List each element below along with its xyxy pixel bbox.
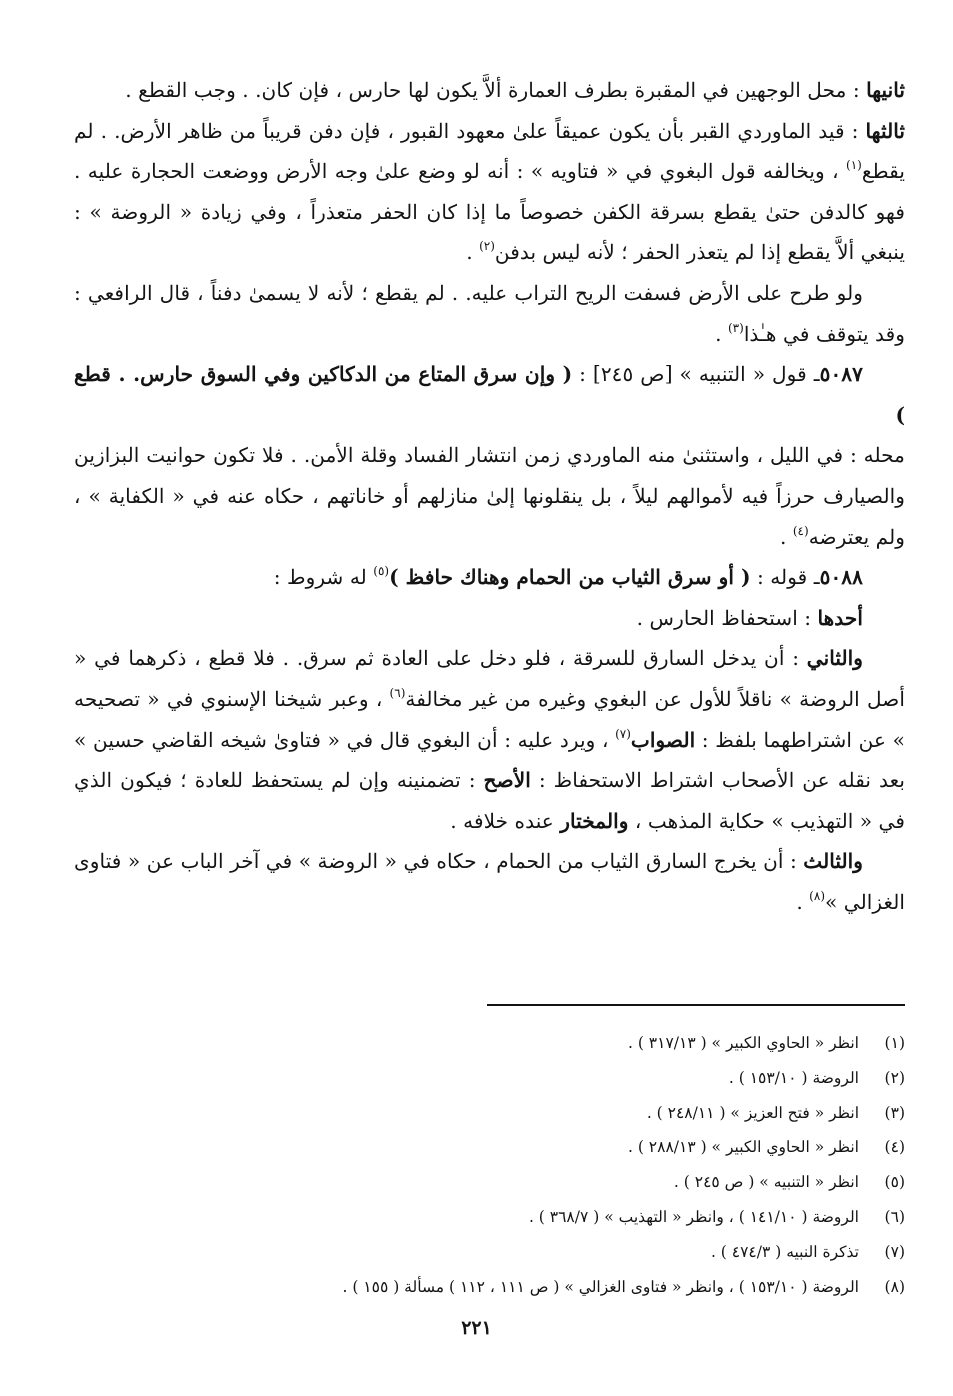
paragraph-wind-dust <box>74 273 905 354</box>
footnote-ref[interactable]: (٧) <box>615 726 631 741</box>
paragraph-shops <box>74 435 905 557</box>
quoted-matn: ( وإن سرق المتاع من الدكاكين وفي السوق حارس. . قطع ) <box>74 362 905 427</box>
main-text <box>74 70 905 922</box>
bold-term: الأصح <box>483 768 531 793</box>
footnote-separator <box>487 1004 905 1006</box>
footnote-text: تذكرة النبيه ( ٤٧٤/٣ ) . <box>710 1242 859 1261</box>
footnote <box>60 1165 905 1200</box>
footnote <box>60 1026 905 1061</box>
run-label: ثالثها <box>865 118 905 143</box>
footnotes <box>60 1026 905 1304</box>
paragraph-third-condition-bath <box>74 841 905 922</box>
footnote <box>60 1270 905 1305</box>
run-text: . <box>715 321 728 346</box>
issue-number: ٥٠٨٧ <box>819 362 863 387</box>
footnote-number: (٦) <box>884 1207 905 1226</box>
run-text: . <box>796 889 810 914</box>
footnote-text: انظر « الحاوي الكبير » ( ٣١٧/١٣ ) . <box>627 1034 859 1052</box>
footnote <box>60 1096 905 1131</box>
footnote-ref[interactable]: (٢) <box>479 239 495 254</box>
paragraph-third-condition <box>74 111 905 273</box>
paragraph-second-condition <box>74 70 905 111</box>
footnote-number: (٤) <box>884 1138 905 1157</box>
paragraph-first-condition <box>74 598 905 639</box>
run-text: ـ قوله : <box>750 565 820 590</box>
footnote-text: انظر « فتح العزيز » ( ٢٤٨/١١ ) . <box>646 1103 859 1122</box>
run-text: : أن يدخل السارق للسرقة ، فلو دخل على العادة ثم سرق. . فلا قطع ، ذكرهما في « أصل الروضة » ناقلاً للأول عن البغوي وغيره من غير مخالفة <box>74 646 905 711</box>
run-label: والثالث <box>803 849 863 874</box>
paragraph-issue-5088 <box>74 557 905 598</box>
quoted-matn: ( أو سرق الثياب من الحمام وهناك حافظ ) <box>389 565 751 590</box>
run-text: محله : في الليل ، واستثنىٰ منه الماوردي زمن انتشار الفساد وقلة الأمن. . فلا تكون حوانيت البزازين والصيارف حرزاً فيه لأموالهم ليلاً ، بل ينقلونها إلىٰ منازلهم أو خاناتهم ، حكاه عنه في « الكفاية » ، ولم يعترضه <box>74 443 905 549</box>
run-text: : تضمنينه وإن لم يستحفظ للعادة ؛ فيكون الذي في « التهذيب » حكاية المذهب ، <box>74 768 905 833</box>
footnote-text: الروضة ( ١٤١/١٠ ) ، وانظر « التهذيب » ( ٣٦٨/٧ ) . <box>528 1207 859 1226</box>
run-text: : استحفاظ الحارس . <box>636 605 818 630</box>
run-text: له شروط : <box>273 565 374 590</box>
footnote-text: انظر « الحاوي الكبير » ( ٢٨٨/١٣ ) . <box>627 1138 859 1157</box>
run-text: : قيد الماوردي القبر بأن يكون عميقاً علىٰ معهود القبور ، فإن دفن قريباً من ظاهر الأرض. . لم يقطع <box>74 118 905 184</box>
footnote-number: (٨) <box>884 1277 905 1296</box>
footnote-ref[interactable]: (٦) <box>389 685 406 700</box>
page-number: ٢٢١ <box>461 1317 492 1339</box>
run-text: : أن يخرج السارق الثياب من الحمام ، حكاه في « الروضة » في آخر الباب عن « فتاوى الغزالي » <box>74 849 905 914</box>
paragraph-second-condition-bath <box>74 638 905 841</box>
run-text: ، ويرد عليه : أن البغوي قال في « فتاوىٰ شيخه القاضي حسين » بعد نقله عن الأصحاب اشتراط الاستحفاظ : <box>74 727 905 793</box>
run-text: ولو طرح على الأرض فسفت الريح التراب عليه. . لم يقطع ؛ لأنه لا يسمىٰ دفناً ، قال الرافعي : وقد يتوقف في هـٰذا <box>74 280 905 346</box>
footnote-number: (١) <box>884 1034 905 1052</box>
run-label: أحدها <box>817 605 863 630</box>
run-label: والثاني <box>806 646 863 671</box>
run-text: : محل الوجهين في المقبرة بطرف العمارة ألاَّ يكون لها حارس ، فإن كان. . وجب القطع . <box>125 78 867 102</box>
run-text: ـ قول « التنبيه » [ص ٢٤٥] : <box>572 362 820 387</box>
run-label: ثانيها <box>866 78 905 102</box>
footnote-ref[interactable]: (٥) <box>373 564 390 579</box>
footnote-number: (٥) <box>884 1173 905 1192</box>
issue-number: ٥٠٨٨ <box>819 565 863 590</box>
footnote-number: (٢) <box>884 1068 905 1087</box>
footnote-number: (٣) <box>884 1103 905 1122</box>
footnote <box>60 1200 905 1235</box>
paragraph-issue-5087 <box>74 354 905 435</box>
footnote-text: الروضة ( ١٥٣/١٠ ) . <box>728 1068 859 1087</box>
footnote-ref[interactable]: (٨) <box>809 888 825 903</box>
footnote-ref[interactable]: (٣) <box>727 320 744 335</box>
bold-term: والمختار <box>560 808 629 833</box>
run-text: ، وعبر شيخنا الإسنوي في « تصحيحه » عن اشتراطهما بلفظ : <box>74 686 905 752</box>
footnote-ref[interactable]: (٤) <box>792 523 809 538</box>
footnote-text: الروضة ( ١٥٣/١٠ ) ، وانظر « فتاوى الغزالي » ( ص ١١١ ، ١١٢ ) مسألة ( ١٥٥ ) . <box>342 1277 859 1296</box>
run-text: ، ويخالفه قول البغوي في « فتاويه » : أنه لو وضع علىٰ وجه الأرض ووضعت الحجارة عليه . فهو كالدفن حتىٰ يقطع بسرقة الكفن خصوصاً ما إذا كان الحفر متعذراً ، وفي زيادة « الروضة » : ينبغي ألاَّ يقطع إذا لم يتعذر الحفر ؛ لأنه ليس بدفن <box>74 159 905 265</box>
run-text: . <box>466 240 480 265</box>
run-text: . <box>780 524 793 549</box>
footnote <box>60 1130 905 1165</box>
footnote-ref[interactable]: (١) <box>846 158 862 173</box>
footnote <box>60 1061 905 1096</box>
footnote <box>60 1235 905 1270</box>
footnote-text: انظر « التنبيه » ( ص ٢٤٥ ) . <box>673 1173 859 1192</box>
run-text: عنده خلافه . <box>450 808 561 833</box>
footnote-number: (٧) <box>884 1242 905 1261</box>
bold-term: الصواب <box>630 727 696 752</box>
